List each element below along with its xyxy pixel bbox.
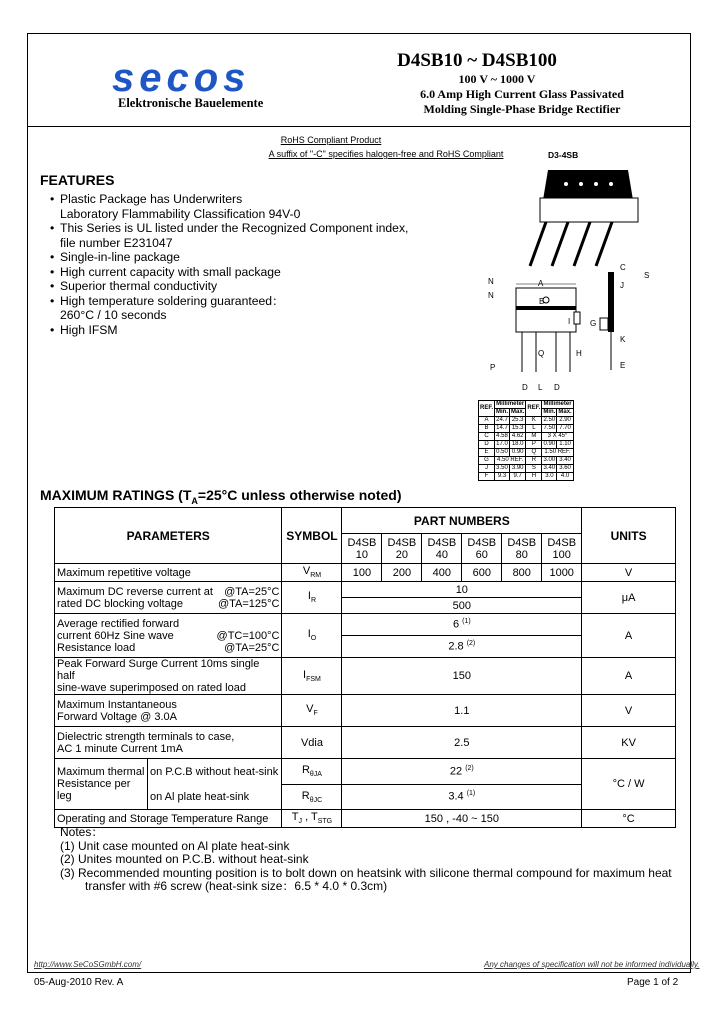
package-drawing: [478, 160, 678, 396]
unit-vdia: KV: [582, 727, 676, 759]
dim-cell: M: [526, 433, 542, 441]
unit-vf: V: [582, 695, 676, 727]
ratings-table: [54, 507, 676, 828]
dim-cell: A: [479, 417, 495, 425]
rthjc-value: [342, 784, 582, 810]
part-prefix: D4SB: [507, 536, 537, 549]
logo-text: secos: [112, 56, 251, 100]
io-value2-num: 2.8: [448, 640, 464, 653]
vdia-line2: AC 1 minute Current 1mA: [57, 742, 183, 755]
feature-item: • Superior thermal conductivity: [50, 279, 408, 294]
dim-label-l: L: [538, 383, 543, 392]
dim-cell: S: [526, 465, 542, 473]
part-title: D4SB10 ~ D4SB100: [397, 50, 557, 71]
dim-row: [479, 433, 574, 441]
note-3-cont: transfer with #6 screw (heat-sink size：6.5 * 4.0 * 0.3cm): [85, 879, 388, 893]
part-prefix: D4SB: [347, 536, 377, 549]
dim-cell: 3.40: [557, 457, 573, 465]
feature-item-cont: Laboratory Flammability Classification 94V-0: [60, 206, 301, 221]
dim-cell: 7.70: [557, 425, 573, 433]
io-value2: [342, 636, 582, 658]
dim-cell: 0.90: [543, 441, 556, 447]
feature-item: • This Series is UL listed under the Recognized Component index,: [50, 221, 408, 236]
param-rth: [55, 759, 282, 810]
unit-rth: °C / W: [582, 759, 676, 810]
dim-ref-header: REF.: [526, 401, 542, 417]
title-block: [372, 50, 672, 117]
io-line2: current 60Hz Sine wave: [57, 629, 174, 642]
ratings-title-sub: A: [191, 495, 198, 506]
vrm-value: 1000: [542, 564, 582, 582]
symbol-ir: $I_R$: [282, 582, 342, 614]
dim-label-p: P: [490, 363, 496, 372]
rohs-line1: RoHS Compliant Product: [280, 135, 382, 145]
ir-value2: 500: [342, 598, 582, 614]
dim-label-s: S: [644, 271, 650, 280]
dim-mm-header: Millimeter: [496, 401, 525, 407]
dim-label-d1: D: [522, 383, 528, 392]
part-suffix: 20: [395, 548, 408, 561]
dim-cell: 2.90: [557, 417, 573, 425]
rthjc-note: (1): [466, 790, 476, 798]
dim-cell: 4.62: [510, 433, 526, 441]
dim-cell: 3.90: [510, 465, 526, 473]
feature-item: • Plastic Package has Underwriters: [50, 192, 408, 207]
dimension-table: [478, 400, 574, 481]
logo-subtitle: Elektronische Bauelemente: [118, 96, 264, 110]
vrm-value: 600: [462, 564, 502, 582]
temp-value: 150 , -40 ~ 150: [342, 810, 582, 828]
feature-item: • High IFSM: [50, 323, 408, 338]
vrm-value: 400: [422, 564, 462, 582]
dim-cell: 4.50 REF.: [495, 457, 526, 465]
dim-label-b: B: [539, 297, 545, 306]
notes-title: Notes：: [60, 825, 104, 839]
dim-cell: P: [526, 441, 542, 449]
dim-cell: 7.50: [543, 425, 556, 431]
desc-line2: Molding Single-Phase Bridge Rectifier: [423, 102, 621, 116]
ifsm-line2: sine-wave superimposed on rated load: [57, 682, 246, 694]
dim-cell: 1.50 REF.: [542, 449, 573, 457]
dim-cell: 0.90: [510, 449, 526, 457]
ir-line1: Maximum DC reverse current at: [57, 585, 213, 598]
company-logo: [112, 56, 282, 111]
part-prefix: D4SB: [547, 536, 577, 549]
params-header: PARAMETERS: [55, 508, 282, 564]
package-body-top: [543, 170, 633, 200]
dim-cell: C: [479, 433, 495, 441]
dim-cell: 3.50: [496, 465, 508, 471]
dim-label-n2: N: [488, 291, 494, 300]
part-prefix: D4SB: [427, 536, 457, 549]
param-ir: [55, 582, 282, 614]
dim-cell: H: [526, 473, 542, 481]
dim-ref-header: REF.: [479, 401, 495, 417]
io-line3: Resistance load: [57, 641, 136, 654]
rth-line1: Maximum thermal: [57, 766, 145, 778]
rohs-notice: [196, 133, 579, 161]
io-value1-note: (1): [462, 618, 471, 626]
ifsm-line1: Peak Forward Surge Current 10ms single half: [57, 658, 260, 682]
part-number-cell: [342, 534, 382, 564]
dim-cell: 24.7: [496, 417, 508, 423]
dim-cell: J: [479, 465, 495, 473]
part-suffix: 10: [355, 548, 369, 561]
dim-label-h: H: [576, 349, 582, 358]
voltage-range: 100 V ~ 1000 V: [458, 72, 536, 86]
vdia-value: 2.5: [342, 727, 582, 759]
symbol-vf: $V_F$: [282, 695, 342, 727]
unit-vrm: V: [582, 564, 676, 582]
dim-cell: D: [479, 441, 495, 449]
ir-line2: rated DC blocking voltage: [57, 597, 183, 610]
features-list: [50, 192, 408, 337]
dim-cell: 3 X 45°: [542, 433, 573, 441]
io-cond1: @TC=100°C: [216, 629, 280, 642]
rth-main: [55, 759, 148, 809]
note-2: (2) Unites mounted on P.C.B. without heat-sink: [60, 852, 309, 866]
ifsm-value: 150: [342, 658, 582, 695]
rthja-value: [342, 759, 582, 785]
ratings-title: [40, 487, 402, 506]
package-name: D3-4SB: [548, 150, 579, 160]
dim-cell: 18.0: [510, 441, 526, 449]
units-header: UNITS: [582, 508, 676, 564]
dim-cell: F: [479, 473, 495, 481]
dim-cell: B: [479, 425, 495, 433]
dim-min-header: Min.: [543, 409, 556, 415]
symbol-vdia: Vdia: [282, 727, 342, 759]
features-title: FEATURES: [40, 172, 115, 188]
symbol-rthjc: $R_{\theta JC}$: [282, 784, 342, 810]
dim-row: [479, 449, 574, 457]
part-number-cell: [382, 534, 422, 564]
unit-ir: μA: [582, 582, 676, 614]
part-number-cell: [462, 534, 502, 564]
param-vf: [55, 695, 282, 727]
unit-io: A: [582, 614, 676, 658]
dim-cell: 25.3: [510, 417, 526, 425]
dim-cell: Q: [526, 449, 542, 457]
rth-cond2: on Al plate heat-sink: [150, 790, 250, 803]
dim-cell: G: [479, 457, 495, 465]
dim-cell: 4.0: [557, 473, 573, 481]
io-value1-num: 6: [452, 618, 460, 631]
feature-item-cont: file number E231047: [60, 235, 173, 250]
ir-cond1: @TA=25°C: [224, 585, 280, 598]
dim-cell: E: [479, 449, 495, 457]
dim-cell: R: [526, 457, 542, 465]
symbol-header: SYMBOL: [282, 508, 342, 564]
rohs-line2: A suffix of "-C" specifies halogen-free and RoHS Compliant: [268, 149, 504, 159]
ir-cond2: @TA=125°C: [217, 597, 280, 610]
footer-url-link[interactable]: http://www.SeCoSGmbH.com/: [34, 960, 142, 969]
dim-cell: 4.58: [496, 433, 508, 439]
part-suffix: 100: [552, 548, 571, 561]
dim-row: [479, 417, 574, 425]
dim-label-q: Q: [538, 349, 545, 358]
footer-notice: Any changes of specification will not be informed individually.: [484, 960, 700, 969]
dim-cell: 3.60: [557, 465, 573, 473]
vdia-line1: Dielectric strength terminals to case,: [57, 730, 235, 743]
note-3: (3) Recommended mounting position is to bolt down on heatsink with silicone thermal compound for maximum heat: [60, 865, 672, 880]
dim-cell: L: [526, 425, 542, 433]
dim-table-body: [479, 417, 574, 481]
dim-cell: 14.7: [496, 425, 508, 431]
ratings-title-b: =25°C unless otherwise noted): [197, 487, 402, 503]
vrm-value: 100: [342, 564, 382, 582]
feature-item-cont: 260°C / 10 seconds: [60, 308, 167, 322]
vf-line1: Maximum Instantaneous: [57, 698, 177, 711]
vrm-value: 800: [502, 564, 542, 582]
part-suffix: 80: [515, 548, 528, 561]
package-body-front: [540, 198, 638, 222]
dim-cell: K: [526, 417, 542, 425]
dim-cell: 3.0: [542, 473, 557, 481]
unit-temp: °C: [582, 810, 676, 828]
dim-mm-header: Millimeter: [543, 401, 572, 407]
dim-cell: 15.3: [510, 425, 526, 433]
rth-line2: Resistance per leg: [57, 778, 131, 802]
part-prefix: D4SB: [467, 536, 497, 549]
dim-cell: 1.10: [557, 441, 573, 449]
symbol-rthja: $R_{\theta JA}$: [282, 759, 342, 785]
dim-label-a: A: [538, 279, 544, 288]
desc-line1: 6.0 Amp High Current Glass Passivated: [420, 87, 624, 101]
part-number-cell: [422, 534, 462, 564]
dim-cell: 9.3: [495, 473, 510, 481]
dim-cell: 9.7: [510, 473, 526, 481]
dim-cell: 3.40: [543, 465, 556, 471]
dim-label-g: G: [590, 319, 597, 328]
io-line1: Average rectified forward: [57, 617, 180, 630]
part-prefix: D4SB: [387, 536, 417, 549]
dim-label-j: J: [620, 281, 624, 290]
io-value2-note: (2): [466, 640, 476, 648]
notes-section: [60, 826, 672, 894]
param-temp: Operating and Storage Temperature Range: [55, 810, 282, 828]
part-number-cell: [542, 534, 582, 564]
dim-cell: 3.00: [543, 457, 556, 463]
dim-row: [479, 473, 574, 481]
rthja-num: 22: [449, 765, 463, 778]
dim-label-e: E: [620, 361, 626, 370]
param-vdia: [55, 727, 282, 759]
dim-min-header: Min.: [496, 409, 509, 415]
rthja-note: (2): [465, 764, 474, 772]
io-cond2: @TA=25°C: [224, 641, 280, 654]
dim-row: [479, 425, 574, 433]
rth-conditions: [148, 759, 281, 809]
vf-line2: Forward Voltage @ 3.0A: [57, 710, 178, 723]
dim-max-header: Max.: [511, 409, 525, 415]
param-ifsm: [55, 658, 282, 695]
rthjc-num: 3.4: [448, 791, 464, 804]
note-1: (1) Unit case mounted on Al plate heat-sink: [60, 838, 290, 853]
param-vrm: Maximum repetitive voltage: [55, 564, 282, 582]
vf-value: 1.1: [342, 695, 582, 727]
symbol-temp: $T_J$ , $T_{STG}$: [282, 810, 342, 828]
dim-max-header: Max.: [558, 409, 572, 415]
part-numbers-header: PART NUMBERS: [342, 508, 582, 534]
feature-item: • Single-in-line package: [50, 250, 408, 265]
dim-label-d2: D: [554, 383, 560, 392]
vrm-value: 200: [382, 564, 422, 582]
dim-cell: 0.50: [496, 449, 508, 455]
dim-row: [479, 465, 574, 473]
dim-label-c: C: [620, 263, 626, 272]
part-suffix: 60: [475, 548, 488, 561]
rth-cond1: on P.C.B without heat-sink: [150, 765, 279, 778]
dim-row: [479, 441, 574, 449]
dim-label-i: I: [568, 317, 571, 326]
ir-value1: 10: [342, 582, 582, 598]
part-suffix: 40: [435, 548, 448, 561]
io-value1: [342, 614, 582, 636]
symbol-ifsm: $I_{FSM}$: [282, 658, 342, 695]
feature-item: • High temperature soldering guaranteed：: [50, 294, 408, 309]
footer-date: 05-Aug-2010 Rev. A: [34, 977, 124, 988]
dim-row: [479, 457, 574, 465]
footer-page-number: Page 1 of 2: [627, 977, 679, 988]
dim-label-k: K: [620, 335, 626, 344]
symbol-vrm: $V_{RM}$: [282, 564, 342, 582]
feature-item: • High current capacity with small package: [50, 265, 408, 280]
dim-cell: 17.0: [496, 441, 508, 447]
part-number-cell: [502, 534, 542, 564]
dim-label-n: N: [488, 277, 494, 286]
header-divider: [27, 126, 691, 127]
ratings-title-a: MAXIMUM RATINGS (T: [40, 487, 192, 503]
unit-ifsm: A: [582, 658, 676, 695]
param-io: [55, 614, 282, 658]
dim-cell: 2.50: [543, 417, 556, 423]
symbol-io: $I_O$: [282, 614, 342, 658]
